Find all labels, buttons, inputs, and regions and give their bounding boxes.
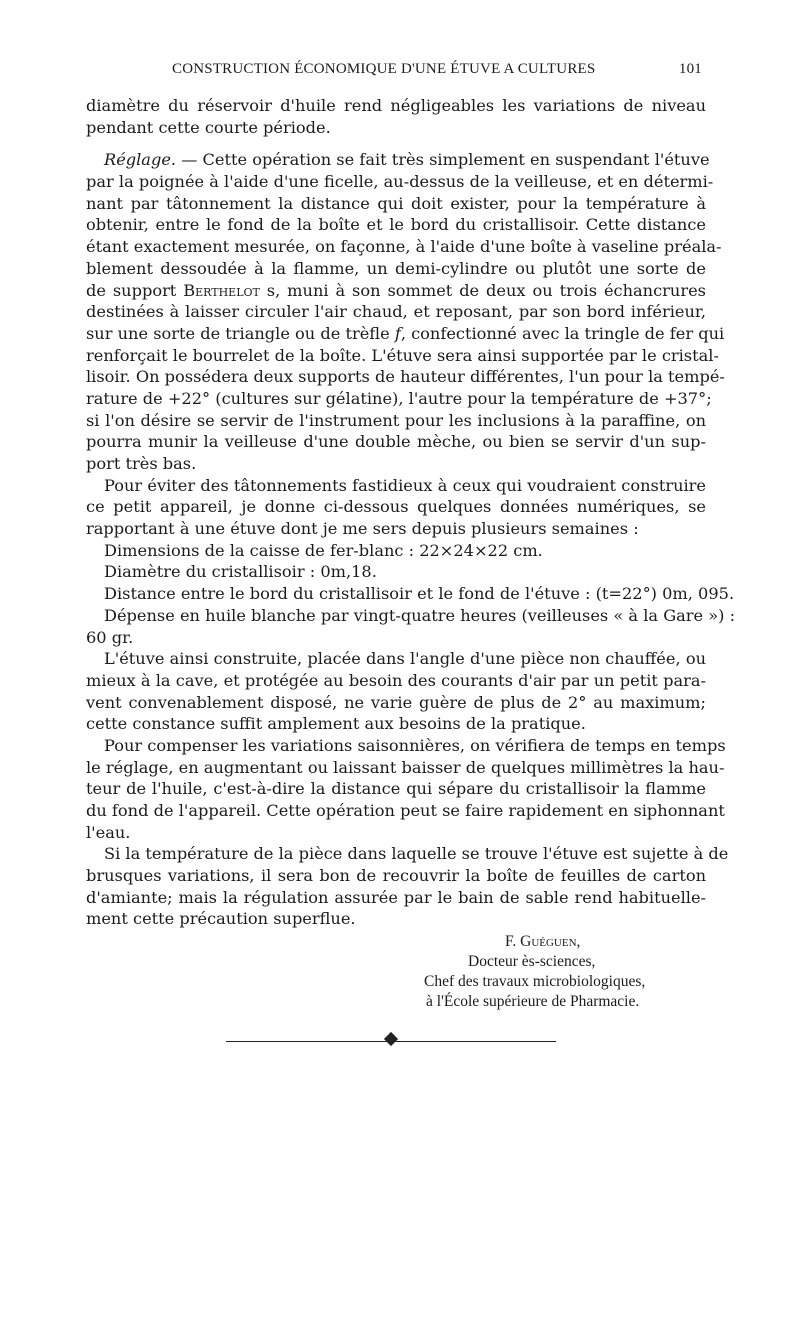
text-line: Pour éviter des tâtonnements fastidieux à ceux qui voudraient construire — [104, 475, 706, 495]
article-body — [86, 95, 736, 930]
text-line: diamètre du réservoir d'huile rend négligeables les variations de niveau — [86, 96, 706, 115]
text-line: d'amiante; mais la régulation assurée par le bain de sable rend habituelle- — [86, 887, 706, 907]
text-line: Réglage. — Cette opération se fait très simplement en suspendant l'étuve — [104, 150, 710, 170]
text-line: port très bas. — [86, 454, 197, 473]
text-line: Diamètre du cristallisoir : 0m,18. — [104, 562, 377, 582]
text-line: Pour compenser les variations saisonnières, on vérifiera de temps en temps — [104, 735, 726, 755]
author-signature: F. Guéguen, — [505, 933, 581, 950]
text-line: blement dessoudée à la flamme, un demi-cylindre ou plutôt une sorte de — [86, 258, 706, 278]
text-line-content: de support — [86, 280, 177, 300]
author-institution: à l'École supérieure de Pharmacie. — [426, 993, 640, 1010]
text-line: L'étuve ainsi construite, placée dans l'angle d'une pièce non chauffée, ou — [104, 649, 706, 669]
page-number: 101 — [678, 61, 702, 77]
text-line-content: sur une sorte de triangle ou de trèfle — [86, 323, 390, 343]
text-line: nant par tâtonnement la distance qui doit exister, pour la température à — [86, 193, 706, 213]
text-line: ment cette précaution superflue. — [86, 909, 356, 929]
reglage-heading: Réglage. — [104, 150, 177, 170]
text-line: obtenir, entre le fond de la boîte et le bord du cristallisoir. Cette distance — [86, 215, 706, 235]
running-title: CONSTRUCTION ÉCONOMIQUE D'UNE ÉTUVE A CULTURES — [172, 61, 596, 77]
text-line-content: s, muni à son sommet de deux ou trois échancrures — [266, 280, 706, 300]
text-line: lisoir. On possédera deux supports de hauteur différentes, l'un pour la tempé- — [86, 367, 725, 387]
text-line: destinées à laisser circuler l'air chaud, et reposant, par son bord inférieur, — [86, 302, 706, 322]
text-line: pourra munir la veilleuse d'une double mèche, ou bien se servir d'un sup- — [86, 432, 706, 452]
text-line: pendant cette courte période. — [86, 117, 331, 137]
text-line: rature de +22° (cultures sur gélatine), l'autre pour la température de +37°; — [86, 388, 712, 408]
text-line-content: Cette opération se fait très simplement en suspendant l'étuve — [202, 150, 710, 170]
diamond-ornament-icon — [384, 1032, 398, 1046]
text-line: rapportant à une étuve dont je me sers depuis plusieurs semaines : — [86, 519, 639, 539]
text-line: par la poignée à l'aide d'une ficelle, au-dessus de la veilleuse, et en détermi- — [86, 172, 714, 192]
author-title: Docteur ès-sciences, — [468, 953, 596, 970]
text-line: Distance entre le bord du cristallisoir et le fond de l'étuve : (t=22°) 0m, 095. — [104, 584, 735, 604]
text-line: étant exactement mesurée, on façonne, à l'aide d'une boîte à vaseline préala- — [86, 237, 722, 257]
text-line: l'eau. — [86, 822, 131, 842]
text-line: vent convenablement disposé, ne varie guère de plus de 2° au maximum; — [86, 692, 706, 712]
author-name-berthelot: Berthelot — [183, 280, 260, 300]
text-line: Dépense en huile blanche par vingt-quatre heures (veilleuses « à la Gare ») : — [104, 605, 736, 625]
text-line: du fond de l'appareil. Cette opération peut se faire rapidement en siphonnant — [86, 801, 725, 820]
text-line: brusques variations, il sera bon de recouvrir la boîte de feuilles de carton — [86, 866, 706, 886]
text-line: teur de l'huile, c'est-à-dire la distance qui sépare du cristallisoir la flamme — [86, 779, 706, 799]
text-line: mieux à la cave, et protégée au besoin des courants d'air par un petit para- — [86, 670, 706, 690]
text-line: ce petit appareil, je donne ci-dessous quelques données numériques, se — [86, 497, 706, 517]
text-line: renforçait le bourrelet de la boîte. L'étuve sera ainsi supportée par le cristal- — [86, 345, 719, 365]
text-line — [86, 280, 706, 302]
text-line: le réglage, en augmentant ou laissant baisser de quelques millimètres la hau- — [86, 757, 725, 777]
signature-block — [408, 932, 708, 1012]
figure-letter-f: f — [394, 323, 401, 343]
text-line: Si la température de la pièce dans laquelle se trouve l'étuve est sujette à de — [104, 844, 729, 864]
running-header — [172, 61, 702, 78]
text-line-content: , confectionné avec la tringle de fer qui — [400, 323, 725, 343]
text-line: si l'on désire se servir de l'instrument pour les inclusions à la paraffine, on — [86, 410, 706, 430]
text-line — [86, 323, 725, 345]
text-line: 60 gr. — [86, 627, 134, 647]
author-position: Chef des travaux microbiologiques, — [424, 973, 646, 990]
text-line: Dimensions de la caisse de fer-blanc : 22×24×22 cm. — [104, 540, 543, 560]
text-line: cette constance suffit amplement aux besoins de la pratique. — [86, 714, 586, 734]
